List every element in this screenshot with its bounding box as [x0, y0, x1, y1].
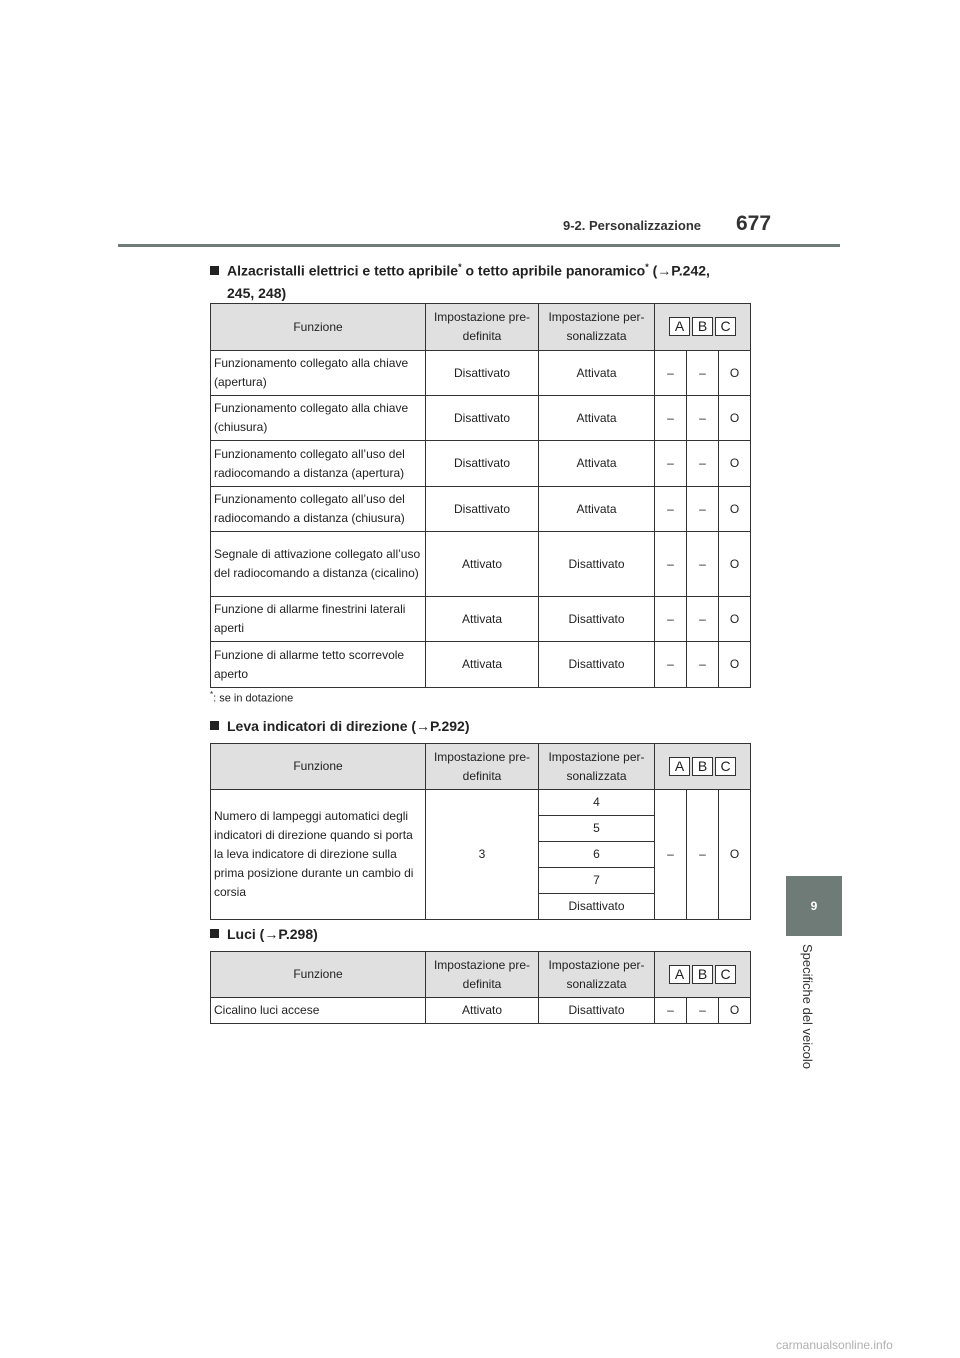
- table-row: [211, 642, 751, 688]
- table-row: [211, 532, 751, 597]
- bullet-icon: [210, 721, 219, 730]
- cell-funzione: Funzionamento collegato all’uso del radiocomando a distanza (apertura): [211, 441, 426, 487]
- section-header: 9-2. Personalizzazione: [563, 218, 701, 233]
- cell-option: 6: [539, 842, 655, 868]
- cell-c: O: [719, 597, 751, 642]
- cell-personalizzata: Attivata: [539, 487, 655, 532]
- cell-b: –: [687, 998, 719, 1024]
- table-row: [211, 441, 751, 487]
- cell-c: O: [719, 487, 751, 532]
- watermark: carmanualsonline.info: [776, 1338, 893, 1352]
- cell-a: –: [655, 998, 687, 1024]
- header-rule: [118, 244, 840, 247]
- letter-c: C: [715, 965, 736, 984]
- table-lights: [210, 951, 751, 1024]
- table-row: [211, 998, 751, 1024]
- cell-a: –: [655, 532, 687, 597]
- cell-personalizzata: Disattivato: [539, 998, 655, 1024]
- cell-a: –: [655, 642, 687, 688]
- col-personalizzata: Impostazione per-sonalizzata: [539, 952, 655, 998]
- section-title-power-windows: Alzacristalli elettrici e tetto apribile* o tetto apribile panoramico* (→P.242, 245, 248): [210, 256, 710, 304]
- letter-b: B: [692, 317, 713, 336]
- cell-a: –: [655, 351, 687, 396]
- col-funzione: Funzione: [211, 952, 426, 998]
- letter-c: C: [715, 757, 736, 776]
- cell-a: –: [655, 396, 687, 441]
- cell-predefinita: Attivato: [426, 998, 539, 1024]
- page-number: 677: [736, 212, 772, 235]
- table-row: [211, 396, 751, 441]
- cell-c: O: [719, 351, 751, 396]
- cell-predefinita: Disattivato: [426, 396, 539, 441]
- cell-personalizzata: Attivata: [539, 396, 655, 441]
- cell-option: 4: [539, 790, 655, 816]
- col-funzione: Funzione: [211, 304, 426, 351]
- table-row: [211, 351, 751, 396]
- footnote: *: se in dotazione: [210, 690, 294, 705]
- cell-predefinita: Attivata: [426, 597, 539, 642]
- letter-b: B: [692, 757, 713, 776]
- section-title-lights: Luci (→P.298): [210, 923, 318, 945]
- letter-b: B: [692, 965, 713, 984]
- cell-c: O: [719, 790, 751, 920]
- table-power-windows: [210, 303, 751, 688]
- cell-personalizzata: Disattivato: [539, 532, 655, 597]
- table-row: [211, 487, 751, 532]
- cell-b: –: [687, 396, 719, 441]
- bullet-icon: [210, 929, 219, 938]
- cell-funzione: Funzionamento collegato alla chiave (chiusura): [211, 396, 426, 441]
- letter-a: A: [669, 317, 690, 336]
- cell-c: O: [719, 642, 751, 688]
- cell-b: –: [687, 597, 719, 642]
- cell-funzione: Funzione di allarme finestrini laterali aperti: [211, 597, 426, 642]
- cell-c: O: [719, 441, 751, 487]
- cell-funzione: Funzionamento collegato alla chiave (apertura): [211, 351, 426, 396]
- cell-funzione: Cicalino luci accese: [211, 998, 426, 1024]
- col-predefinita: Impostazione pre-definita: [426, 304, 539, 351]
- col-abc: [655, 744, 751, 790]
- cell-a: –: [655, 790, 687, 920]
- cell-funzione: Segnale di attivazione collegato all’uso del radiocomando a distanza (cicalino): [211, 532, 426, 597]
- cell-b: –: [687, 351, 719, 396]
- col-personalizzata: Impostazione per-sonalizzata: [539, 744, 655, 790]
- bullet-icon: [210, 266, 219, 275]
- cell-option: 7: [539, 868, 655, 894]
- cell-c: O: [719, 998, 751, 1024]
- col-predefinita: Impostazione pre-definita: [426, 744, 539, 790]
- cell-b: –: [687, 487, 719, 532]
- cell-c: O: [719, 396, 751, 441]
- section-title-turn-signal: Leva indicatori di direzione (→P.292): [210, 715, 469, 737]
- cell-personalizzata: Attivata: [539, 351, 655, 396]
- cell-funzione: Numero di lampeggi automatici degli indicatori di direzione quando si porta la leva indicatore di direzione sulla prima posizione durante un cambio di corsia: [211, 790, 426, 920]
- cell-personalizzata: Attivata: [539, 441, 655, 487]
- cell-a: –: [655, 441, 687, 487]
- col-abc: [655, 952, 751, 998]
- table-turn-signal: [210, 743, 751, 920]
- cell-b: –: [687, 790, 719, 920]
- cell-option: Disattivato: [539, 894, 655, 920]
- cell-predefinita: Disattivato: [426, 441, 539, 487]
- cell-a: –: [655, 487, 687, 532]
- cell-b: –: [687, 441, 719, 487]
- cell-personalizzata: Disattivato: [539, 597, 655, 642]
- cell-predefinita: Attivato: [426, 532, 539, 597]
- letter-a: A: [669, 965, 690, 984]
- cell-funzione: Funzionamento collegato all’uso del radiocomando a distanza (chiusura): [211, 487, 426, 532]
- col-abc: [655, 304, 751, 351]
- col-funzione: Funzione: [211, 744, 426, 790]
- table-row: [211, 790, 751, 816]
- col-personalizzata: Impostazione per-sonalizzata: [539, 304, 655, 351]
- letter-a: A: [669, 757, 690, 776]
- cell-predefinita: Attivata: [426, 642, 539, 688]
- cell-c: O: [719, 532, 751, 597]
- cell-a: –: [655, 597, 687, 642]
- chapter-tab: 9: [786, 876, 842, 936]
- cell-option: 5: [539, 816, 655, 842]
- col-predefinita: Impostazione pre-definita: [426, 952, 539, 998]
- table-row: [211, 597, 751, 642]
- cell-personalizzata: Disattivato: [539, 642, 655, 688]
- cell-funzione: Funzione di allarme tetto scorrevole aperto: [211, 642, 426, 688]
- cell-predefinita: Disattivato: [426, 487, 539, 532]
- cell-b: –: [687, 532, 719, 597]
- cell-predefinita: 3: [426, 790, 539, 920]
- chapter-title: Specifiche del veicolo: [800, 944, 815, 1070]
- cell-b: –: [687, 642, 719, 688]
- letter-c: C: [715, 317, 736, 336]
- cell-predefinita: Disattivato: [426, 351, 539, 396]
